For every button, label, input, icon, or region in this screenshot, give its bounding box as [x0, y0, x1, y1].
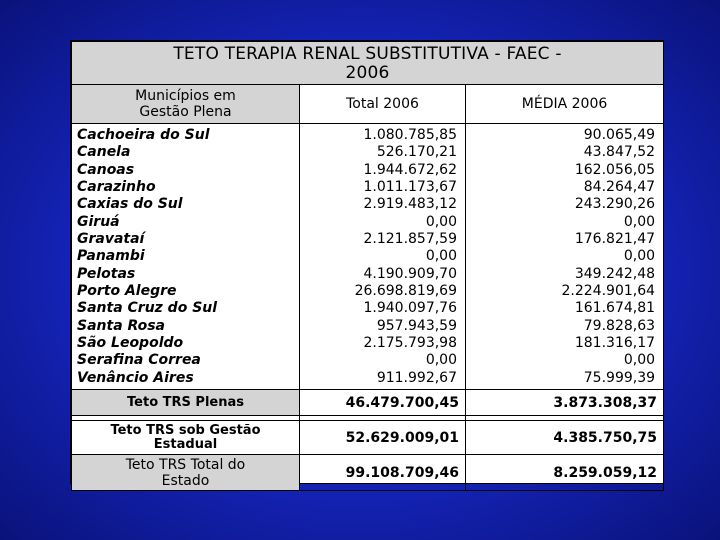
municipio-media: 349.242,48 [574, 265, 656, 282]
header-total: Total 2006 [300, 85, 466, 124]
summary-label-line: Estado [161, 472, 210, 489]
municipio-name: Canela [77, 144, 131, 161]
municipio-total: 0,00 [425, 248, 457, 265]
municipio-total: 2.175.793,98 [363, 335, 457, 352]
municipio-media: 75.999,39 [583, 369, 656, 386]
municipio-total: 0,00 [425, 213, 457, 230]
header-municipios-line-2: Gestão Plena [139, 104, 232, 120]
municipio-media: 90.065,49 [583, 127, 656, 143]
municipio-media: 243.290,26 [574, 196, 656, 213]
municipio-total: 526.170,21 [376, 144, 457, 161]
municipio-media: 84.264,47 [583, 179, 656, 196]
municipio-media: 0,00 [623, 213, 656, 230]
municipio-name: Venâncio Aires [77, 369, 194, 386]
municipio-name: Carazinho [77, 179, 156, 196]
municipio-media: 79.828,63 [583, 317, 656, 334]
municipio-media: 0,00 [623, 248, 656, 265]
summary-label-line: Estadual [153, 436, 218, 452]
medias-column [466, 124, 664, 390]
summary-total-plenas: 46.479.700,45 [300, 390, 466, 416]
summary-label-plenas [72, 390, 300, 416]
municipio-name: Gravataí [77, 231, 145, 248]
municipio-name: Pelotas [77, 265, 136, 282]
municipio-name: Cachoeira do Sul [77, 127, 210, 143]
municipio-total: 911.992,67 [376, 369, 457, 386]
municipio-media: 162.056,05 [574, 161, 656, 178]
teto-trs-table [71, 41, 664, 491]
summary-label-line: Teto TRS Total do [125, 456, 246, 473]
summary-label-estadual [72, 421, 300, 455]
summary-media-plenas: 3.873.308,37 [466, 390, 664, 416]
table-title [72, 42, 664, 85]
summary-total-estadual: 52.629.009,01 [300, 421, 466, 455]
summary-media-estadual: 4.385.750,75 [466, 421, 664, 455]
municipio-name: Caxias do Sul [77, 196, 183, 213]
municipio-name: Canoas [77, 161, 135, 178]
municipio-total: 0,00 [425, 352, 457, 369]
municipio-total: 1.011.173,67 [363, 179, 457, 196]
municipio-total: 26.698.819,69 [354, 283, 457, 300]
header-municipios-line-1: Municípios em [135, 88, 236, 104]
summary-label-total-estado [72, 455, 300, 491]
municipio-total: 2.919.483,12 [363, 196, 457, 213]
municipio-name: Porto Alegre [77, 283, 177, 300]
summary-media-estado: 8.259.059,12 [466, 455, 664, 491]
municipio-name: Santa Cruz do Sul [77, 300, 218, 317]
municipio-name: Santa Rosa [77, 317, 165, 334]
spreadsheet-table [70, 40, 664, 489]
municipio-media: 181.316,17 [574, 335, 656, 352]
municipio-total: 957.943,59 [376, 317, 457, 334]
municipio-total: 1.944.672,62 [363, 161, 457, 178]
summary-total-estado: 99.108.709,46 [300, 455, 466, 491]
title-line-2: 2006 [345, 63, 390, 83]
municipio-media: 43.847,52 [583, 144, 656, 161]
totals-column [300, 124, 466, 390]
municipio-media: 0,00 [623, 352, 656, 369]
municipio-name: Serafina Correa [77, 352, 201, 369]
municipio-total: 1.940.097,76 [363, 300, 457, 317]
municipio-name: Giruá [77, 213, 120, 230]
title-line-1: TETO TERAPIA RENAL SUBSTITUTIVA - FAEC - [173, 44, 562, 64]
summary-label-line: Teto TRS sob Gestão [110, 422, 261, 438]
municipio-name: São Leopoldo [77, 335, 184, 352]
municipio-media: 161.674,81 [574, 300, 656, 317]
municipio-name: Panambi [77, 248, 145, 265]
municipio-media: 176.821,47 [574, 231, 656, 248]
municipios-column [72, 124, 300, 390]
municipio-media: 2.224.901,64 [561, 283, 656, 300]
municipio-total: 4.190.909,70 [363, 265, 457, 282]
summary-label-line: Teto TRS Plenas [127, 394, 244, 410]
header-media: MÉDIA 2006 [466, 85, 664, 124]
municipio-total: 1.080.785,85 [363, 127, 457, 143]
municipio-total: 2.121.857,59 [363, 231, 457, 248]
header-municipios [72, 85, 300, 124]
